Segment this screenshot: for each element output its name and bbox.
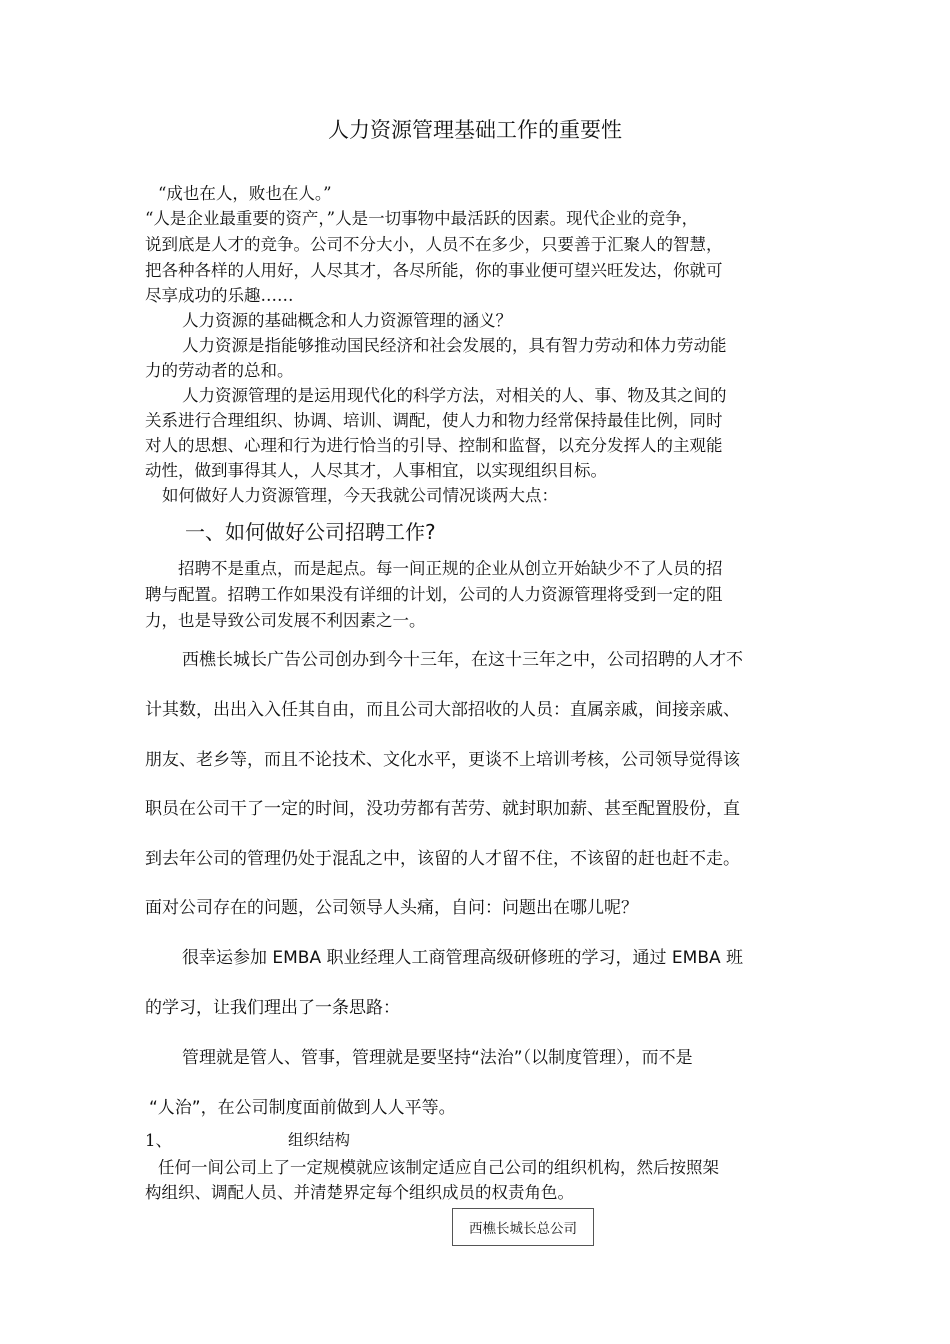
section1-para3-line1: 很幸运参加 EMBA 职业经理人工商管理高级研修班的学习，通过 EMBA 班 (182, 948, 744, 968)
section1-para2-line6: 面对公司存在的问题，公司领导人头痛，自问：问题出在哪儿呢？ (145, 898, 638, 918)
subsection1-para-line2: 构组织、调配人员、并清楚界定每个组织成员的权责角色。 (145, 1183, 574, 1202)
intro-quote: “成也在人，败也在人。” (158, 184, 332, 203)
subsection1-heading: 组织结构 (288, 1131, 351, 1149)
subsection1-para-line1: 任何一间公司上了一定规模就应该制定适应自己公司的组织机构，然后按照架 (158, 1158, 719, 1177)
section1-para4-line2: “人治”，在公司制度面前做到人人平等。 (149, 1098, 456, 1118)
section1-para4-line1: 管理就是管人、管事，管理就是要坚持“法治”（以制度管理），而不是 (182, 1048, 693, 1068)
section1-para2-line3: 朋友、老乡等，而且不论技术、文化水平，更谈不上培训考核，公司领导觉得该 (145, 750, 740, 770)
intro-para3-line2: 关系进行合理组织、协调、培训、调配，使人力和物力经常保持最佳比例，同时 (145, 411, 723, 430)
section1-para1-line1: 招聘不是重点，而是起点。每一间正规的企业从创立开始缺少不了人员的招 (178, 559, 723, 578)
section1-para2-line2: 计其数，出出入入任其自由，而且公司大部招收的人员：直属亲戚，间接亲戚、 (145, 700, 740, 720)
intro-para2-line2: 力的劳动者的总和。 (145, 361, 294, 380)
document-title: 人力资源管理基础工作的重要性 (328, 118, 622, 142)
intro-para3-line4: 动性，做到事得其人，人尽其才，人事相宜，以实现组织目标。 (145, 461, 607, 480)
intro-para3-line1: 人力资源管理的是运用现代化的科学方法，对相关的人、事、物及其之间的 (182, 386, 727, 405)
section1-para2-line4: 职员在公司干了一定的时间，没功劳都有苦劳、就封职加薪、甚至配置股份，直 (145, 799, 740, 819)
intro-para2-line1: 人力资源是指能够推动国民经济和社会发展的，具有智力劳动和体力劳动能 (182, 336, 727, 355)
intro-para1-line4: 尽享成功的乐趣…… (145, 286, 294, 305)
intro-para3-line3: 对人的思想、心理和行为进行恰当的引导、控制和监督，以充分发挥人的主观能 (145, 436, 723, 455)
intro-para1-line1: “人是企业最重要的资产，”人是一切事物中最活跃的因素。现代企业的竞争， (145, 209, 699, 228)
org-chart-top-box-label: 西樵长城长总公司 (469, 1221, 577, 1237)
section1-para1-line2: 聘与配置。招聘工作如果没有详细的计划，公司的人力资源管理将受到一定的阻 (145, 585, 723, 604)
section1-para2-line5: 到去年公司的管理仍处于混乱之中，该留的人才留不住，不该留的赶也赶不走。 (145, 849, 740, 869)
intro-para4: 如何做好人力资源管理，今天我就公司情况谈两大点： (162, 486, 558, 505)
org-chart-top-box (452, 1208, 594, 1246)
section1-heading: 一、如何做好公司招聘工作? (185, 520, 436, 544)
section1-para2-line1: 西樵长城长广告公司创办到今十三年，在这十三年之中，公司招聘的人才不 (182, 650, 743, 670)
intro-para1-line3: 把各种各样的人用好，人尽其才，各尽所能，你的事业便可望兴旺发达，你就可 (145, 261, 723, 280)
intro-question: 人力资源的基础概念和人力资源管理的涵义？ (182, 311, 512, 330)
section1-para3-line2: 的学习，让我们理出了一条思路： (145, 998, 400, 1018)
section1-para1-line3: 力，也是导致公司发展不利因素之一。 (145, 611, 426, 630)
subsection1-number: 1、 (145, 1131, 172, 1150)
intro-para1-line2: 说到底是人才的竞争。公司不分大小，人员不在多少，只要善于汇聚人的智慧， (145, 235, 723, 254)
